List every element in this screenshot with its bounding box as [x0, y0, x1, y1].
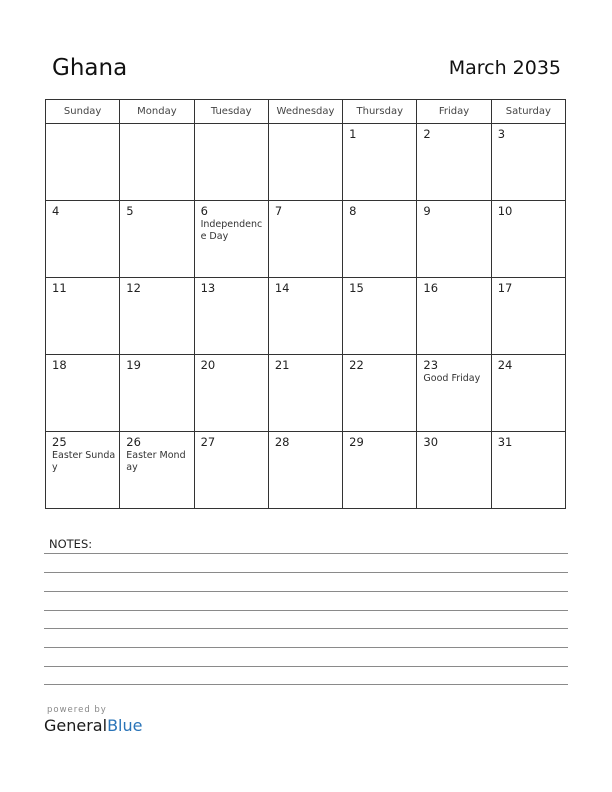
day-cell — [46, 124, 120, 201]
weekday-header: Saturday — [491, 100, 565, 124]
day-number: 20 — [200, 358, 216, 372]
note-line — [44, 572, 568, 573]
day-number: 17 — [497, 281, 513, 295]
day-cell — [194, 355, 268, 432]
day-cell — [491, 124, 565, 201]
weekday-header: Tuesday — [194, 100, 268, 124]
calendar-grid — [45, 99, 566, 509]
day-number: 3 — [497, 127, 506, 141]
day-number: 31 — [497, 435, 513, 449]
day-number: 19 — [126, 358, 141, 372]
day-cell — [343, 278, 417, 355]
weekday-header: Wednesday — [268, 100, 342, 124]
day-number: 21 — [274, 358, 290, 372]
holiday-label: Independence Day — [200, 219, 263, 242]
day-cell — [268, 355, 342, 432]
day-number: 6 — [200, 204, 208, 218]
week-row — [46, 124, 566, 201]
note-line — [44, 553, 568, 554]
day-number: 9 — [423, 204, 431, 218]
day-number: 2 — [423, 127, 431, 141]
day-cell — [120, 201, 194, 278]
day-number: 4 — [52, 204, 60, 218]
note-line — [44, 591, 568, 592]
day-cell — [120, 355, 194, 432]
day-number: 26 — [126, 435, 141, 449]
day-cell — [268, 124, 342, 201]
day-cell — [417, 278, 491, 355]
notes-label: NOTES: — [49, 537, 93, 551]
day-cell — [46, 355, 120, 432]
day-cell — [46, 278, 120, 355]
day-cell — [46, 201, 120, 278]
holiday-label: Easter Sunday — [52, 450, 116, 473]
weekday-header: Sunday — [46, 100, 120, 124]
holiday-label: Easter Monday — [126, 450, 186, 473]
day-number: 18 — [52, 358, 67, 372]
weekday-header: Thursday — [343, 100, 417, 124]
day-cell — [120, 124, 194, 201]
day-cell — [417, 355, 491, 432]
holiday-label: Good Friday — [423, 373, 481, 384]
day-cell — [417, 201, 491, 278]
day-cell — [46, 432, 120, 509]
weekday-header: Friday — [417, 100, 491, 124]
note-line — [44, 684, 568, 685]
day-number: 14 — [274, 281, 290, 295]
note-line — [44, 628, 568, 629]
day-number: 28 — [274, 435, 290, 449]
day-number: 10 — [497, 204, 513, 218]
day-number: 7 — [274, 204, 283, 218]
day-cell — [268, 432, 342, 509]
day-number: 15 — [349, 281, 364, 295]
day-number: 25 — [52, 435, 67, 449]
weekday-header-row — [46, 100, 566, 124]
day-number: 12 — [126, 281, 141, 295]
day-cell — [343, 432, 417, 509]
day-number: 16 — [423, 281, 439, 295]
day-cell — [491, 278, 565, 355]
day-number: 5 — [126, 204, 134, 218]
day-number: 27 — [200, 435, 216, 449]
day-number: 30 — [423, 435, 439, 449]
day-number: 24 — [497, 358, 513, 372]
day-cell — [417, 432, 491, 509]
day-cell — [194, 278, 268, 355]
day-cell — [343, 355, 417, 432]
week-row — [46, 201, 566, 278]
day-cell — [343, 124, 417, 201]
weekday-header: Monday — [120, 100, 194, 124]
day-cell — [268, 278, 342, 355]
brand-blue: Blue — [107, 716, 143, 735]
day-cell — [491, 201, 565, 278]
day-number: 13 — [200, 281, 216, 295]
day-number: 29 — [349, 435, 364, 449]
generalblue-logo — [44, 716, 142, 735]
day-cell — [194, 201, 268, 278]
day-cell — [491, 355, 565, 432]
note-line — [44, 647, 568, 648]
day-cell — [268, 201, 342, 278]
powered-by-text: powered by — [47, 705, 107, 715]
day-number: 22 — [349, 358, 364, 372]
day-cell — [343, 201, 417, 278]
day-cell — [194, 124, 268, 201]
month-year-title: March 2035 — [448, 57, 561, 79]
day-cell — [417, 124, 491, 201]
day-cell — [491, 432, 565, 509]
note-line — [44, 610, 568, 611]
day-cell — [120, 432, 194, 509]
day-cell — [120, 278, 194, 355]
week-row — [46, 278, 566, 355]
day-number: 8 — [349, 204, 357, 218]
week-row — [46, 432, 566, 509]
day-number: 1 — [349, 127, 357, 141]
brand-general: General — [44, 716, 108, 735]
note-line — [44, 666, 568, 667]
day-number: 11 — [52, 281, 67, 295]
day-cell — [194, 432, 268, 509]
country-title: Ghana — [52, 55, 128, 81]
day-number: 23 — [423, 358, 439, 372]
week-row — [46, 355, 566, 432]
